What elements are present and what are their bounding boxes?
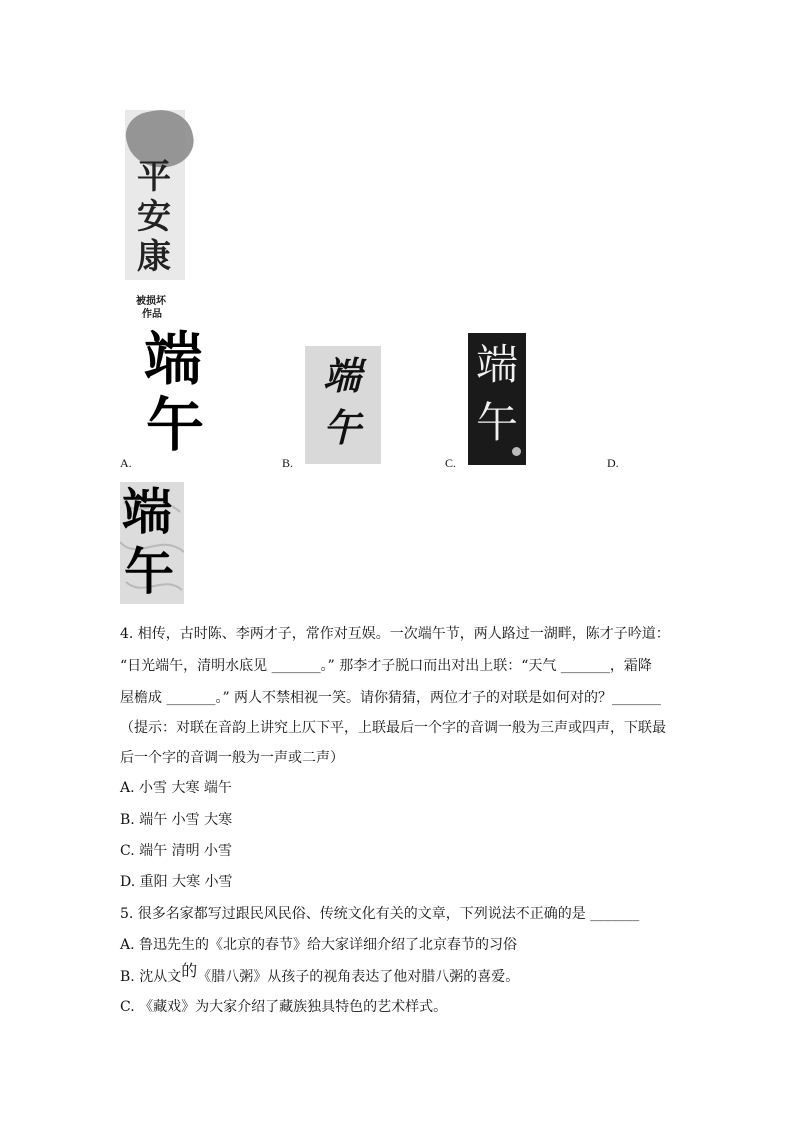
option-a-char-1: 端 <box>144 325 203 393</box>
option-d-label: D. <box>607 456 619 470</box>
damaged-work-caption-1: 被损坏 <box>136 296 166 307</box>
q4-option-b: B. 端午 小雪 大寒 <box>120 812 233 828</box>
q4-line-1: 4. 相传，古时陈、李两才子，常作对互娱。一次端午节，两人路过一湖畔，陈才子吟道： <box>120 626 670 642</box>
q5-stem: 5. 很多名家都写过跟民风民俗、传统文化有关的文章，下列说法不正确的是 _______ <box>120 906 640 922</box>
damaged-char-3: 康 <box>137 237 171 277</box>
option-b-label: B. <box>282 456 294 470</box>
q4-line-3: 屋檐成 _______。” 两人不禁相视一笑。请你猜猜，两位才子的对联是如何对的？_______ <box>120 690 662 706</box>
damaged-work-image <box>125 110 185 280</box>
option-c-seal-icon <box>512 447 521 456</box>
option-d-char-1: 端 <box>122 482 172 541</box>
option-b-char-2: 午 <box>323 405 362 450</box>
option-b-char-1: 端 <box>323 353 362 398</box>
q5-option-a: A. 鲁迅先生的《北京的春节》给大家详细介绍了北京春节的习俗 <box>120 937 518 953</box>
option-a-char-2: 午 <box>146 391 205 459</box>
damaged-work-caption-2: 作品 <box>142 309 162 320</box>
q4-option-d: D. 重阳 大寒 小雪 <box>120 874 233 890</box>
option-c-char-1: 端 <box>476 340 519 389</box>
option-a-label: A. <box>120 456 132 470</box>
option-d-char-2: 午 <box>124 542 174 601</box>
option-c-label: C. <box>445 456 457 470</box>
q5-option-b-pre: B. 沈从文 <box>120 969 182 985</box>
damaged-char-2: 安 <box>137 197 171 237</box>
q4-line-2: “日光端午，清明水底见 _______。” 那李才子脱口而出对出上联：“天气 _______，霜降 <box>120 658 652 674</box>
option-a-image <box>140 325 210 468</box>
option-d-image <box>120 482 184 604</box>
option-b-image <box>305 346 381 464</box>
q5-option-c: C. 《藏戏》为大家介绍了藏族独具特色的艺术样式。 <box>120 999 448 1015</box>
option-c-char-2: 午 <box>476 398 519 447</box>
q5-option-b-de: 的 <box>181 961 198 980</box>
q4-option-c: C. 端午 清明 小雪 <box>120 843 233 859</box>
q4-line-5: 后一个字的音调一般为一声或二声） <box>120 750 344 766</box>
option-c-image <box>468 333 526 465</box>
damaged-char-1: 平 <box>137 157 171 197</box>
q4-option-a: A. 小雪 大寒 端午 <box>120 780 232 796</box>
q5-option-b-post: 《腊八粥》从孩子的视角表达了他对腊八粥的喜爱。 <box>197 969 520 985</box>
q5-option-b <box>120 961 520 987</box>
q4-line-4: （提示：对联在音韵上讲究上仄下平，上联最后一个字的音调一般为三声或四声，下联最 <box>120 720 666 736</box>
